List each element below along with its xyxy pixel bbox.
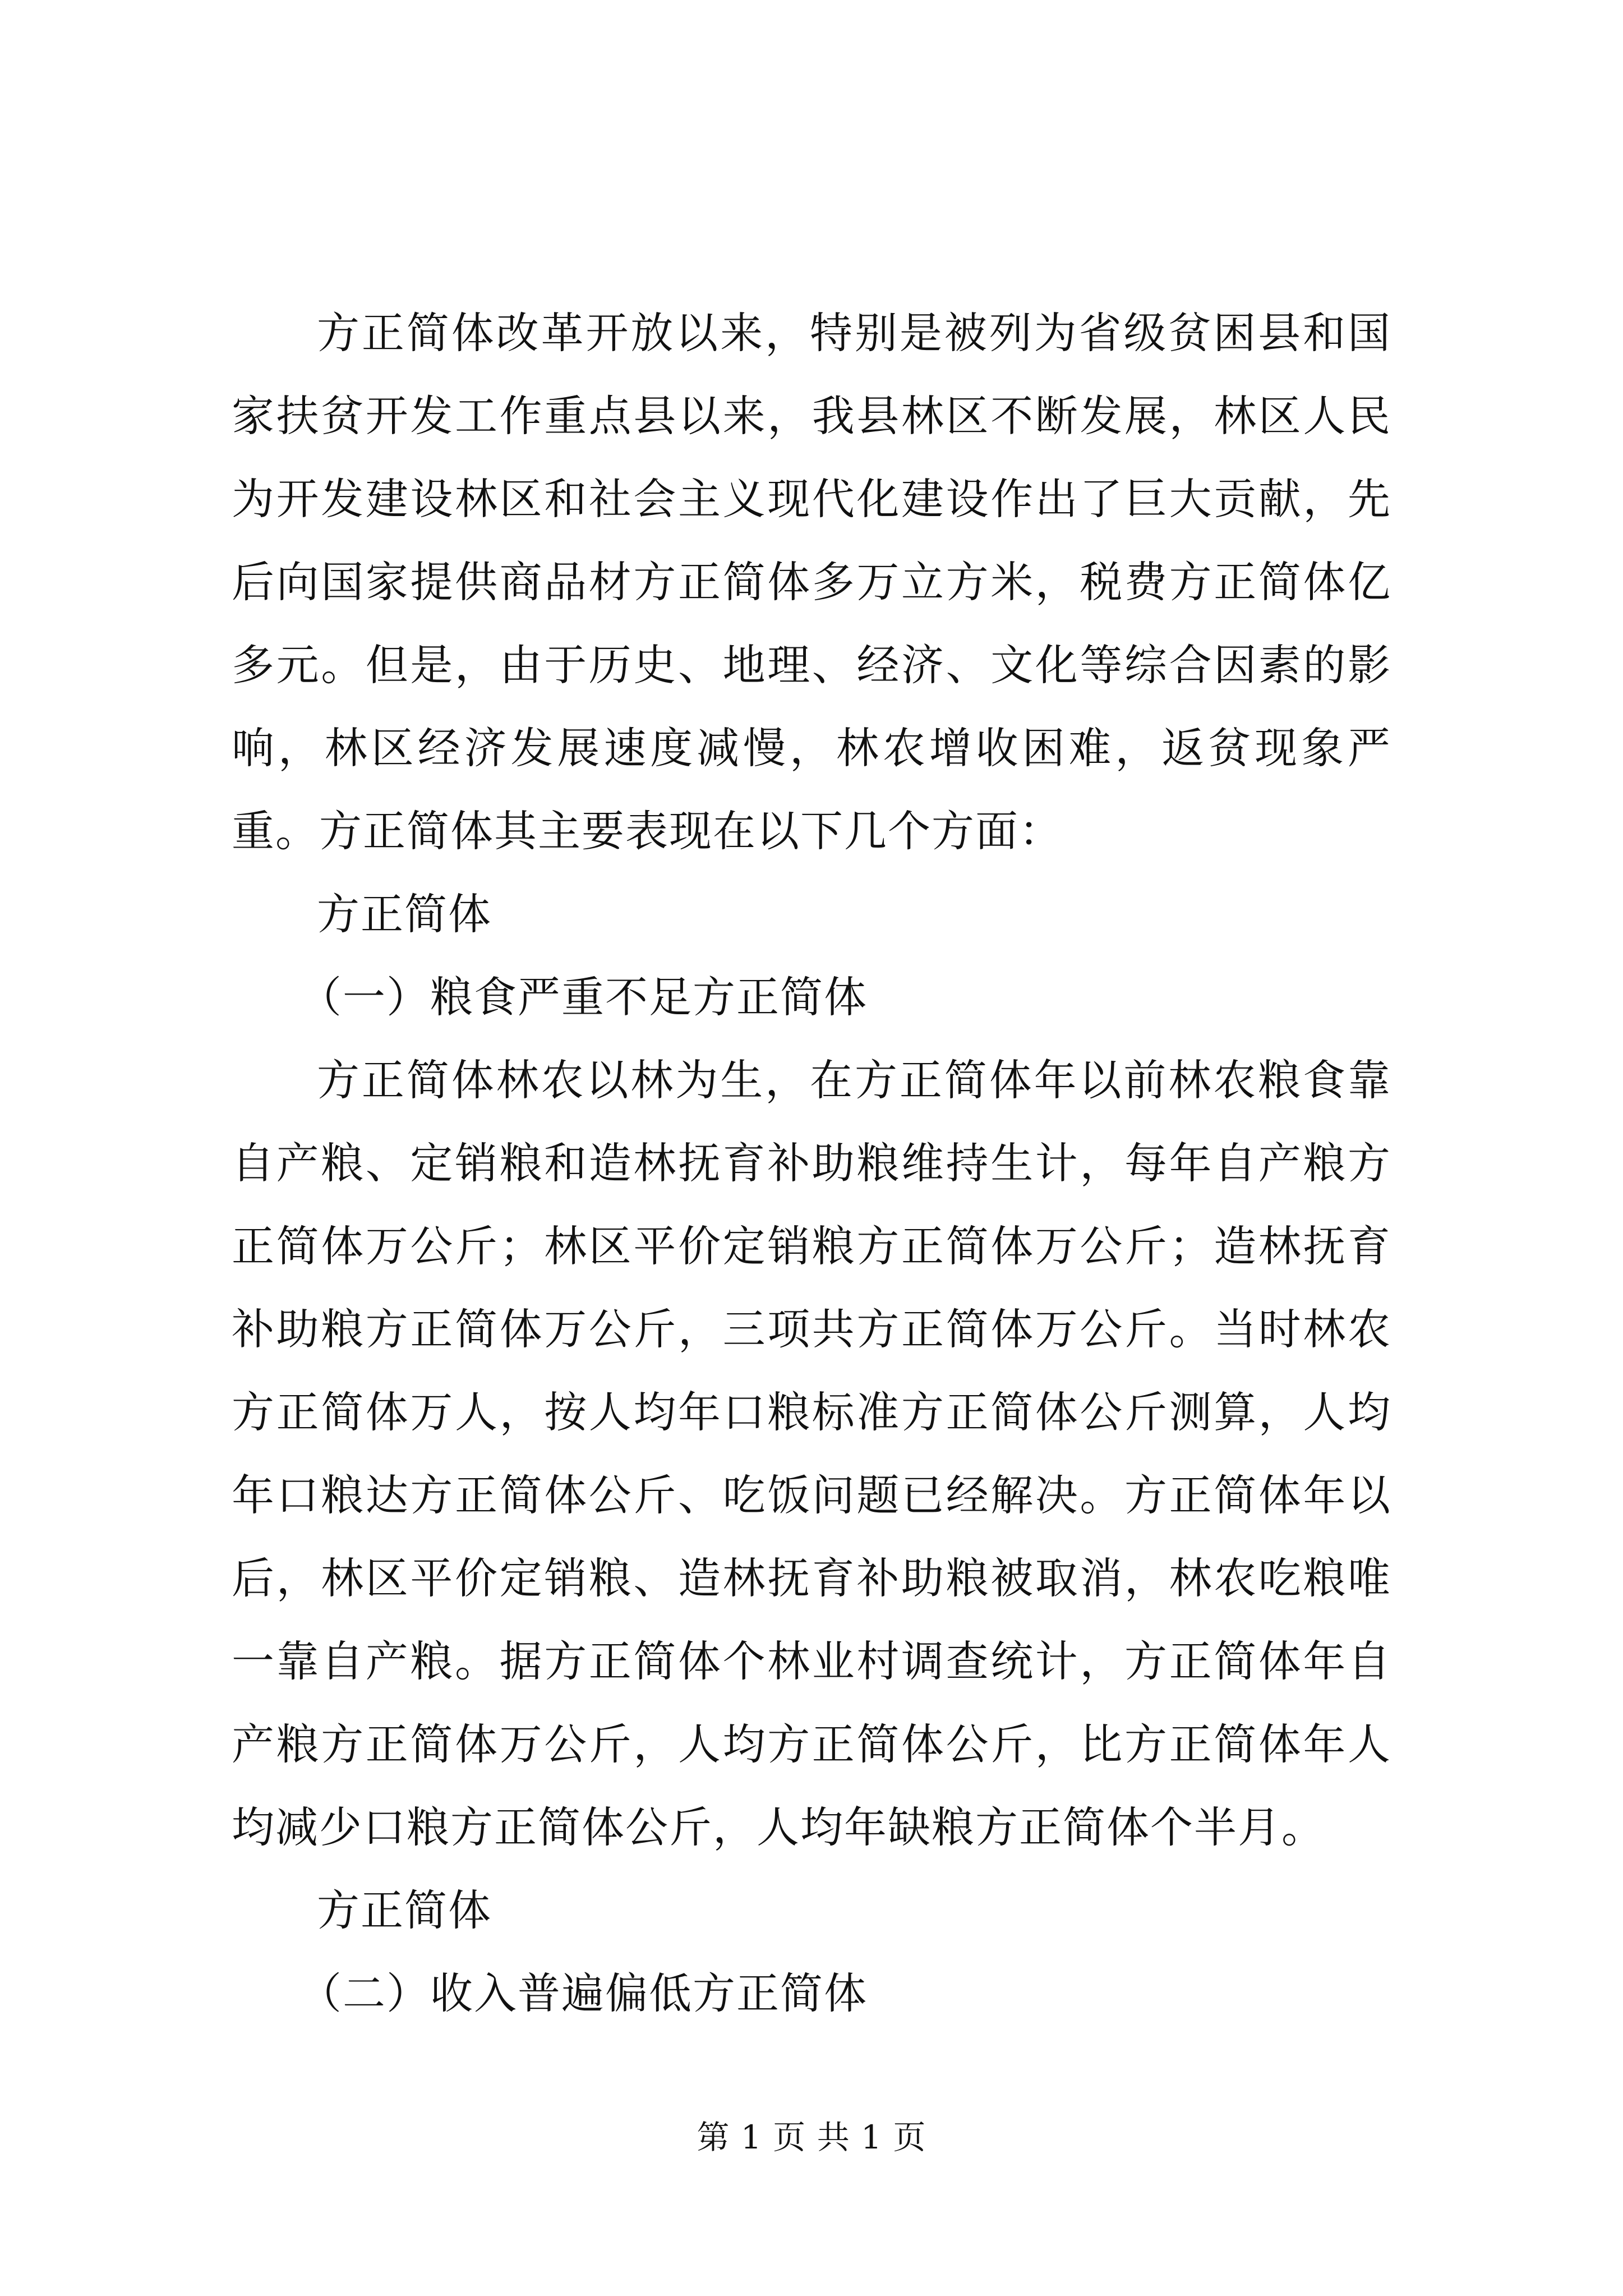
document-body <box>232 292 1391 2035</box>
subheading-grain-shortage: （一）粮食严重不足方正简体 <box>299 972 868 1022</box>
paragraph-intro: 方正简体改革开放以来，特别是被列为省级贫困县和国家扶贫开发工作重点县以来，我县林区不断发展，林区人民为开发建设林区和社会主义现代化建设作出了巨大贡献，先后向国家提供商品材方正简体多万立方米，税费方正简体亿多元。但是，由于历史、地理、经济、文化等综合因素的影响，林区经济发展速度减慢，林农增收困难，返贫现象严重。方正简体其主要表现在以下几个方面： <box>232 308 1391 856</box>
page-footer: 第 1 页 共 1 页 <box>697 2118 926 2156</box>
paragraph-grain: 方正简体林农以林为生，在方正简体年以前林农粮食靠自产粮、定销粮和造林抚育补助粮维持生计，每年自产粮方正简体万公斤；林区平价定销粮方正简体万公斤；造林抚育补助粮方正简体万公斤，三项共方正简体万公斤。当时林农方正简体万人，按人均年口粮标准方正简体公斤测算，人均年口粮达方正简体公斤、吃饭问题已经解决。方正简体年以后，林区平价定销粮、造林抚育补助粮被取消，林农吃粮唯一靠自产粮。据方正简体个林业村调查统计，方正简体年自产粮方正简体万公斤，人均方正简体公斤，比方正简体年人均减少口粮方正简体公斤，人均年缺粮方正简体个半月。 <box>232 1055 1391 1852</box>
section-heading-2: 方正简体 <box>317 1885 492 1935</box>
section-heading-1: 方正简体 <box>317 889 492 939</box>
subheading-low-income: （二）收入普遍偏低方正简体 <box>299 1968 868 2018</box>
